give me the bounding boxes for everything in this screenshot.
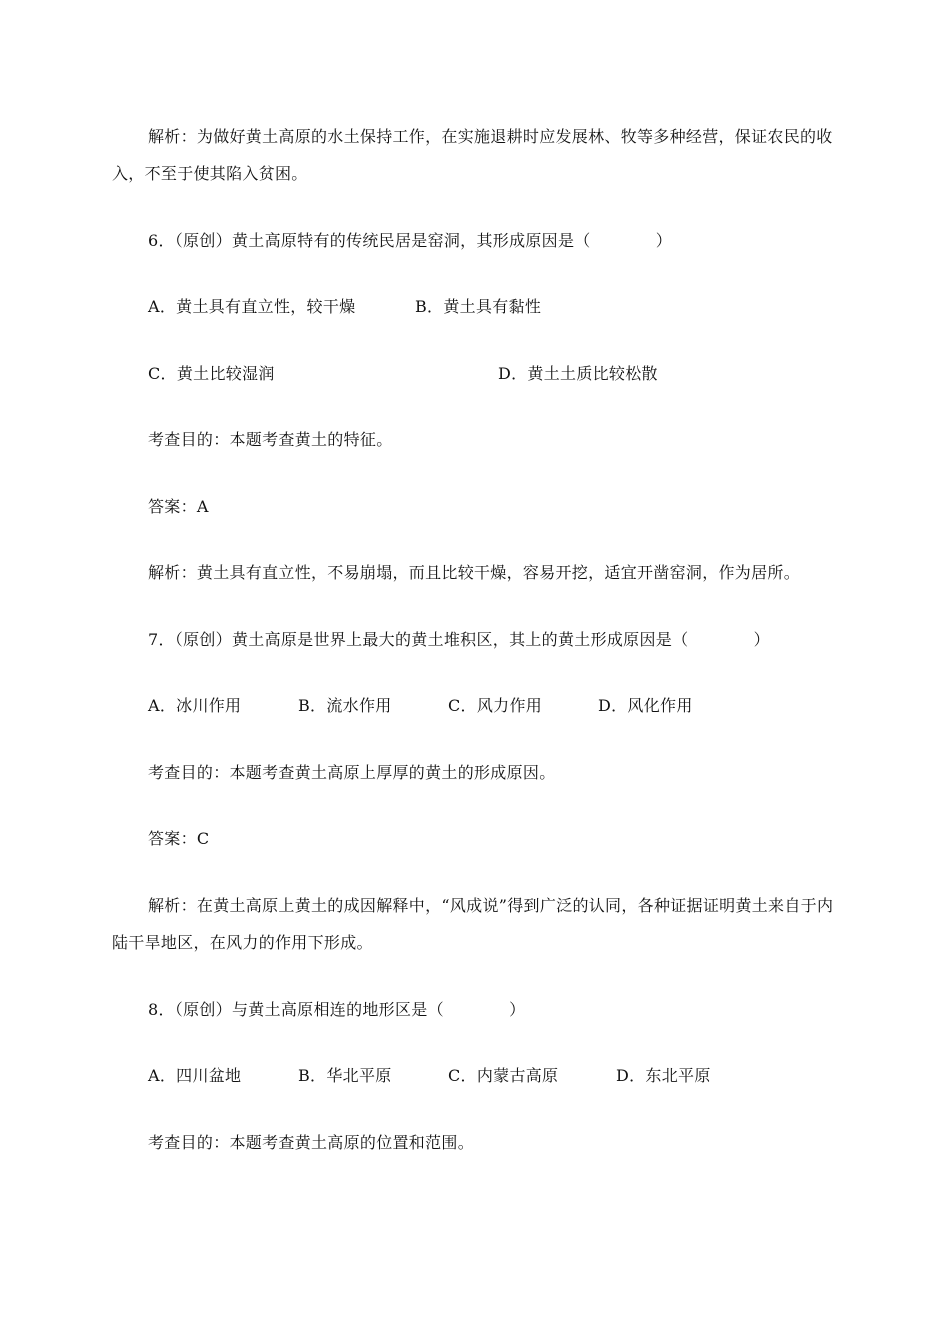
analysis-q5: 解析：为做好黄土高原的水土保持工作，在实施退耕时应发展林、牧等多种经营，保证农民的收入，不至于使其陷入贫困。 <box>112 127 833 183</box>
question-8-stem: 8．（原创）与黄土高原相连的地形区是（ ） <box>148 1000 526 1019</box>
question-8-option-c: C．内蒙古高原 <box>448 1066 559 1085</box>
question-8-option-a: A．四川盆地 <box>148 1066 242 1085</box>
question-6-stem: 6．（原创）黄土高原特有的传统民居是窑洞，其形成原因是（ ） <box>148 231 673 250</box>
question-7-option-d: D．风化作用 <box>598 696 693 715</box>
question-7-option-c: C．风力作用 <box>448 696 543 715</box>
question-6-analysis: 解析：黄土具有直立性，不易崩塌，而且比较干燥，容易开挖，适宜开凿窑洞，作为居所。 <box>148 563 801 582</box>
question-8-option-b: B．华北平原 <box>298 1066 392 1085</box>
question-7-analysis: 解析：在黄土高原上黄土的成因解释中，“风成说”得到广泛的认同，各种证据证明黄土来自于内陆干旱地区，在风力的作用下形成。 <box>112 896 834 952</box>
question-6-option-a: A．黄土具有直立性，较干燥 <box>148 297 356 316</box>
question-7-stem: 7．（原创）黄土高原是世界上最大的黄土堆积区，其上的黄土形成原因是（ ） <box>148 630 770 649</box>
question-7-answer: 答案：C <box>148 829 210 848</box>
question-8-purpose: 考查目的：本题考查黄土高原的位置和范围。 <box>148 1133 475 1152</box>
question-7-option-b: B．流水作用 <box>298 696 392 715</box>
question-6-option-c: C．黄土比较湿润 <box>148 364 275 383</box>
question-6-option-b: B．黄土具有黏性 <box>415 297 542 316</box>
question-6-answer: 答案：A <box>148 497 209 516</box>
question-7-option-a: A．冰川作用 <box>148 696 242 715</box>
question-8-option-d: D．东北平原 <box>616 1066 711 1085</box>
question-7-purpose: 考查目的：本题考查黄土高原上厚厚的黄土的形成原因。 <box>148 763 556 782</box>
question-6-purpose: 考查目的：本题考查黄土的特征。 <box>148 430 393 449</box>
question-6-option-d: D．黄土土质比较松散 <box>498 364 658 383</box>
